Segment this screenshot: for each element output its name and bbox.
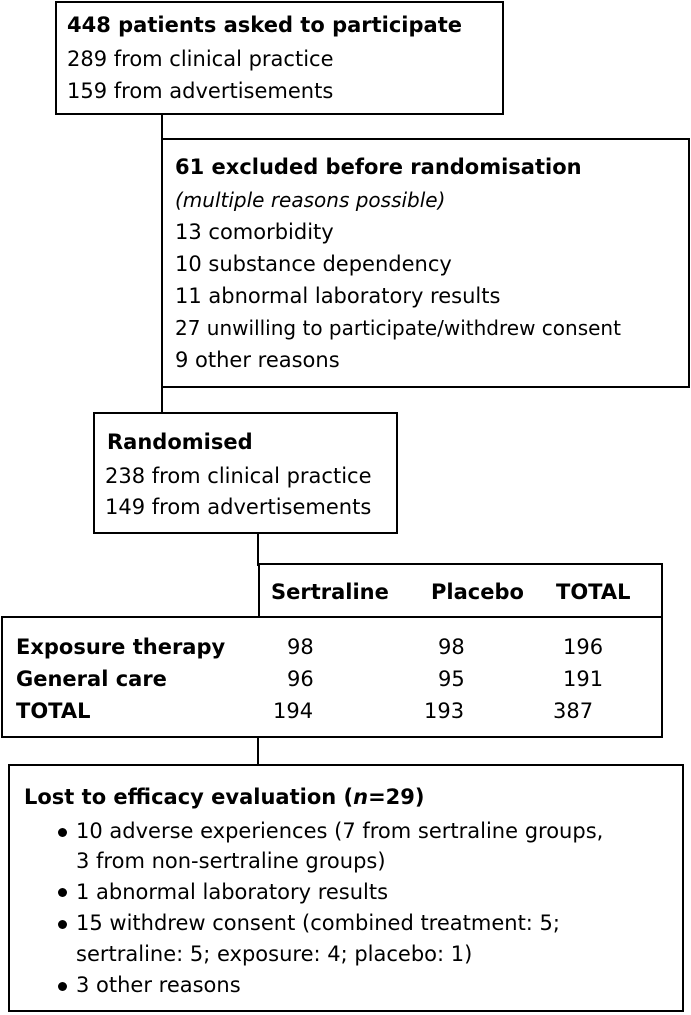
bullet-icon xyxy=(58,982,67,991)
excluded-note: (multiple reasons possible) xyxy=(175,188,446,212)
table-header-box xyxy=(258,563,663,618)
table-cell: 194 xyxy=(273,699,314,723)
patients-asked-line: 289 from clinical practice xyxy=(67,47,334,71)
lost-item: 1 abnormal laboratory results xyxy=(76,880,389,904)
lost-item: 3 from non-sertraline groups) xyxy=(76,849,386,873)
table-header: TOTAL xyxy=(556,580,631,604)
randomised-box xyxy=(93,412,398,534)
bullet-icon xyxy=(58,920,67,929)
patients-asked-box xyxy=(55,1,504,115)
table-cell: 191 xyxy=(563,667,604,691)
table-cell: 98 xyxy=(287,635,314,659)
excluded-reason: 11 abnormal laboratory results xyxy=(175,284,501,308)
randomised-title: Randomised xyxy=(107,430,253,454)
table-cell: 387 xyxy=(553,699,594,723)
table-row-label: General care xyxy=(16,667,167,691)
table-header: Sertraline xyxy=(271,580,389,604)
excluded-reason: 9 other reasons xyxy=(175,348,340,372)
patients-asked-title: 448 patients asked to participate xyxy=(67,13,462,37)
table-cell: 196 xyxy=(563,635,604,659)
bullet-icon xyxy=(58,888,67,897)
table-cell: 98 xyxy=(438,635,465,659)
excluded-reason: 27 unwilling to participate/withdrew consent xyxy=(175,316,621,340)
connector-line xyxy=(257,532,259,566)
table-body-box xyxy=(1,616,663,738)
table-cell: 95 xyxy=(438,667,465,691)
excluded-title: 61 excluded before randomisation xyxy=(175,155,582,179)
connector-line xyxy=(257,736,259,766)
table-cell: 96 xyxy=(287,667,314,691)
lost-to-evaluation-box xyxy=(8,764,684,1012)
excluded-reason: 13 comorbidity xyxy=(175,220,334,244)
lost-title: Lost to efficacy evaluation (n=29) xyxy=(24,785,425,809)
table-header: Placebo xyxy=(431,580,524,604)
table-row-label: Exposure therapy xyxy=(16,635,226,659)
table-cell: 193 xyxy=(424,699,465,723)
patients-asked-line: 159 from advertisements xyxy=(67,79,334,103)
bullet-icon xyxy=(58,828,67,837)
excluded-box xyxy=(161,138,690,388)
excluded-reason: 10 substance dependency xyxy=(175,252,452,276)
table-row-label: TOTAL xyxy=(16,699,91,723)
lost-item: 15 withdrew consent (combined treatment: 5; xyxy=(76,911,560,935)
randomised-line: 149 from advertisements xyxy=(105,495,372,519)
lost-item: 10 adverse experiences (7 from sertraline groups, xyxy=(76,819,604,843)
lost-item: sertraline: 5; exposure: 4; placebo: 1) xyxy=(76,942,473,966)
randomised-line: 238 from clinical practice xyxy=(105,464,372,488)
lost-item: 3 other reasons xyxy=(76,973,241,997)
